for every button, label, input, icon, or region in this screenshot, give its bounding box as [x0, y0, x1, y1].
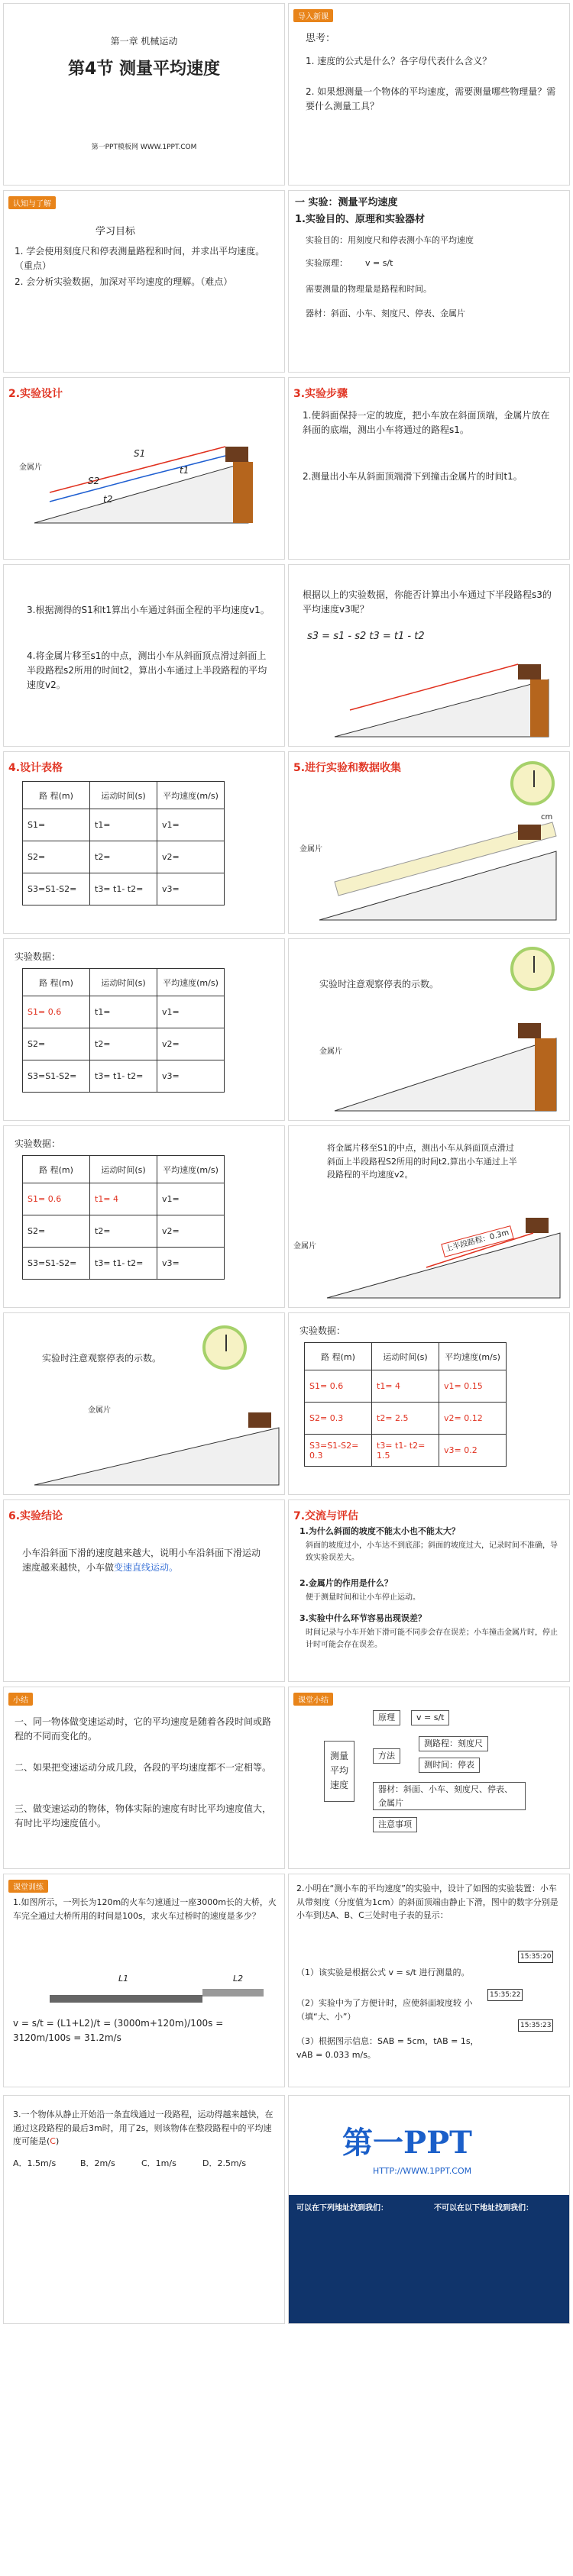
exp-purpose: 实验目的：用刻度尺和停表测小车的平均速度 — [306, 235, 474, 245]
design-slide[interactable] — [3, 377, 285, 560]
calc-text: 根据以上的实验数据，你能否计算出小车通过下半段路程s3的平均速度v3呢？ — [303, 589, 552, 615]
table-design-title: 4.设计表格 — [8, 762, 63, 774]
goals-slide[interactable] — [3, 190, 285, 373]
cell: v2= — [157, 841, 225, 873]
mindmap-n1v: v = s/t — [411, 1710, 449, 1725]
ex3-close: ) — [55, 2136, 60, 2147]
ex1-text: 1.如图所示，一列长为120m的火车匀速通过一座3000m长的大桥，火车完全通过大桥所用的时间是100s，求火车过桥时的速度是多少？ — [13, 1897, 277, 1921]
cover-footer: 第一PPT模板网 WWW.1PPT.COM — [91, 144, 197, 151]
cell: S1= 0.6 — [23, 996, 90, 1028]
ex2-text: 2.小明在“测小车的平均速度”的实验中，设计了如图的实验装置：小车从带刻度（分度值为1cm）的斜面顶端由静止下滑，图中的数字分别是小车到达A、B、C三处时电子表的显示： — [296, 1884, 558, 1921]
data3-table — [304, 1342, 507, 1467]
goals-g1: 1. 学会使用刻度尺和停表测量路程和时间，并求出平均速度。（重点） — [15, 246, 265, 272]
move-incline — [289, 1126, 570, 1308]
exp-sub: 1.实验目的、原理和实验器材 — [295, 214, 425, 225]
cell: v1= — [157, 809, 225, 841]
cell: t3= t1- t2= 1.5 — [372, 1435, 439, 1467]
intro-q1: 1. 速度的公式是什么？各字母代表什么含义？ — [306, 56, 492, 66]
collect-title: 5.进行实验和数据收集 — [293, 762, 402, 774]
ex3-answer: C — [50, 2136, 56, 2147]
cell: t1= — [90, 809, 157, 841]
experiment-slide[interactable] — [288, 190, 570, 373]
data1-label: 实验数据： — [15, 951, 61, 962]
conclusion-slide[interactable] — [3, 1499, 285, 1682]
calc-incline — [289, 565, 570, 747]
cell: v1= — [157, 1183, 225, 1215]
cell: t3= t1- t2= — [90, 1248, 157, 1280]
cell: S3=S1-S2= 0.3 — [305, 1435, 372, 1467]
observe2-metal: 金属片 — [88, 1406, 111, 1415]
cell: v1= — [157, 996, 225, 1028]
conclusion-title: 6.实验结论 — [8, 1510, 63, 1522]
steps-title: 3.实验步骤 — [293, 388, 348, 400]
ruler-incline — [289, 752, 570, 934]
steps2-s4: 4.将金属片移至s1的中点，测出小车从斜面顶点滑过斜面上半段路程s2所用的时间t2，算出小车通过上半段路程的平均速度v2。 — [27, 650, 267, 691]
ex2-a1: （1）该实验是根据公式 v = s/t 进行测量的。 — [296, 1968, 470, 1977]
th-time: 运动时间(s) — [90, 1156, 157, 1183]
review-title: 7.交流与评估 — [293, 1510, 359, 1522]
cell: v3= — [157, 873, 225, 905]
ex2-time2: 15:35:22 — [487, 1989, 523, 2001]
design-t1: t1 — [180, 465, 189, 476]
cell: S3=S1-S2= — [23, 873, 90, 905]
design-s1: S1 — [134, 448, 146, 459]
design-title: 2.实验设计 — [8, 388, 63, 400]
ex2-time3: 15:35:23 — [518, 2019, 553, 2032]
data3-label: 实验数据： — [299, 1325, 346, 1336]
summary-tag: 小结 — [8, 1693, 33, 1706]
intro-slide[interactable] — [288, 3, 570, 186]
observe1-text: 实验时注意观察停表的示数。 — [319, 979, 439, 989]
cell: S3=S1-S2= — [23, 1060, 90, 1093]
calc-formula: s3 = s1 - s2 t3 = t1 - t2 — [307, 631, 425, 642]
observe2-text: 实验时注意观察停表的示数。 — [42, 1353, 162, 1364]
conclusion-highlight: 变速直线运动。 — [114, 1562, 179, 1574]
review-q2: 2.金属片的作用是什么？ — [299, 1578, 393, 1588]
ex3-question: 3.一个物体从静止开始沿一条直线通过一段路程，运动得越来越快，在通过这段路程的最后3m时，用了2s，则该物体在整段路程中的平均速度可能是( — [13, 2110, 274, 2147]
exp-principle-label: 实验原理： — [306, 258, 348, 268]
mindmap-center: 测量平均速度 — [324, 1741, 354, 1802]
goals-heading: 学习目标 — [96, 226, 136, 237]
ex3-option-d[interactable]: D．2.5m/s — [202, 2158, 247, 2168]
th-distance: 路 程(m) — [23, 969, 90, 996]
cell: t3= t1- t2= — [90, 1060, 157, 1093]
ex2-a3: （3）根据图示信息：SAB = 5cm，tAB = 1s，vAB = 0.033 m/s。 — [296, 2036, 479, 2060]
data1-table — [22, 968, 225, 1093]
steps-s2: 2.测量出小车从斜面顶端滑下到撞击金属片的时间t1。 — [303, 471, 523, 482]
ex1-slide[interactable] — [3, 1874, 285, 2087]
collect-slide[interactable] — [288, 751, 570, 934]
intro-q2: 2. 如果想测量一个物体的平均速度，需要测量哪些物理量？需要什么测量工具？ — [306, 86, 556, 112]
mindmap-n2b: 测时间：停表 — [419, 1758, 480, 1773]
move-slide[interactable] — [288, 1125, 570, 1308]
cell: v3= — [157, 1248, 225, 1280]
th-distance: 路 程(m) — [23, 782, 90, 809]
cell: S2= 0.3 — [305, 1403, 372, 1435]
intro-label: 思考： — [306, 33, 336, 44]
data2-table — [22, 1155, 225, 1280]
design-t2: t2 — [103, 494, 113, 505]
observe1-metal: 金属片 — [319, 1048, 342, 1056]
cell: t1= 4 — [372, 1370, 439, 1403]
brand-left-title: 可以在下列地址找到我们： — [296, 2204, 388, 2213]
steps-s1: 1.使斜面保持一定的坡度，把小车放在斜面顶端，金属片放在斜面的底端，测出小车将通过的路程s1。 — [303, 410, 550, 436]
table-design-slide[interactable] — [3, 751, 285, 934]
review-a3: 时间记录与小车开始下滑可能不同步会存在误差；小车撞击金属片时，停止计时可能会存在误差。 — [306, 1629, 558, 1649]
th-distance: 路 程(m) — [23, 1156, 90, 1183]
observe2-slide[interactable] — [3, 1312, 285, 1495]
cell: t2= — [90, 1028, 157, 1060]
cell: v3= — [157, 1060, 225, 1093]
summary-p3: 三、做变速运动的物体，物体实际的速度有时比平均速度值大，有时比平均速度值小。 — [15, 1803, 272, 1829]
th-time: 运动时间(s) — [372, 1343, 439, 1370]
ex3-text — [13, 2108, 277, 2148]
cell: t2= — [90, 1215, 157, 1248]
review-a1: 斜面的坡度过小，小车达不到底部；斜面的坡度过大，记录时间不准确，导致实验误差大。 — [306, 1541, 558, 1562]
cell: S2= — [23, 1215, 90, 1248]
ex1-solution: v = s/t = (L1+L2)/t = (3000m+120m)/100s = 3120m/100s = 31.2m/s — [13, 2018, 224, 2044]
th-speed: 平均速度(m/s) — [157, 1156, 225, 1183]
mindmap-slide[interactable] — [288, 1687, 570, 1869]
cell: v2= 0.12 — [439, 1403, 507, 1435]
data1-slide[interactable] — [3, 938, 285, 1121]
cell: t2= — [90, 841, 157, 873]
collect-unit: cm — [541, 813, 553, 822]
exp-header: 一 实验：测量平均速度 — [295, 197, 398, 208]
brand-right-title: 不可以在以下地址找到我们： — [434, 2204, 533, 2213]
th-time: 运动时间(s) — [90, 969, 157, 996]
brand-url[interactable]: HTTP://WWW.1PPT.COM — [373, 2166, 472, 2176]
ex3-option-c[interactable]: C．1m/s — [141, 2158, 176, 2168]
th-speed: 平均速度(m/s) — [157, 782, 225, 809]
ex2-a2: （2）实验中为了方便计时，应使斜面坡度较 小 （填“大、小”） — [296, 1998, 473, 2022]
mindmap-n4: 注意事项 — [373, 1817, 417, 1832]
intro-tag: 导入新课 — [293, 9, 333, 22]
review-q3: 3.实验中什么环节容易出现误差？ — [299, 1613, 426, 1623]
th-time: 运动时间(s) — [90, 782, 157, 809]
ex2-time1: 15:35:20 — [518, 1951, 553, 1963]
cell: v2= — [157, 1028, 225, 1060]
cell: v3= 0.2 — [439, 1435, 507, 1467]
review-slide[interactable] — [288, 1499, 570, 1682]
cell: S2= — [23, 841, 90, 873]
move-label: 上半段路程：0.3m — [441, 1225, 513, 1257]
ex1-l1: L1 — [118, 1974, 129, 1984]
cell: t3= t1- t2= — [90, 873, 157, 905]
observe1-slide[interactable] — [288, 938, 570, 1121]
mindmap-n2: 方法 — [373, 1748, 400, 1764]
review-a2: 便于测量时间和让小车停止运动。 — [306, 1593, 420, 1602]
cell: S1= — [23, 809, 90, 841]
observe2-incline — [4, 1313, 285, 1495]
ex3-option-a[interactable]: A．1.5m/s — [13, 2158, 57, 2168]
design-s2: S2 — [88, 476, 100, 486]
summary-p2: 二、如果把变速运动分成几段，各段的平均速度都不一定相等。 — [15, 1762, 272, 1773]
cover-slide[interactable] — [3, 3, 285, 186]
ex3-option-b[interactable]: B．2m/s — [80, 2158, 115, 2168]
move-text: 将金属片移至S1的中点，测出小车从斜面顶点滑过斜面上半段路程S2所用的时间t2,算出小车通过上半段路程的平均速度v2。 — [327, 1143, 517, 1180]
cell: S1= 0.6 — [305, 1370, 372, 1403]
observe1-incline — [289, 939, 570, 1121]
conclusion-body: 小车沿斜面下滑的速度越来越大，说明小车沿斜面下滑运动速度越来越快，小车做 — [22, 1548, 261, 1574]
summary-p1: 一、同一物体做变速运动时，它的平均速度是随着各段时间或路程的不同而变化的。 — [15, 1716, 272, 1742]
summary-slide[interactable] — [3, 1687, 285, 1869]
th-speed: 平均速度(m/s) — [439, 1343, 507, 1370]
ex1-l2: L2 — [233, 1974, 244, 1984]
ex2-slide[interactable] — [288, 1874, 570, 2087]
steps-slide[interactable] — [288, 377, 570, 560]
exp-quantities: 需要测量的物理量是路程和时间。 — [306, 284, 432, 294]
data3-slide[interactable] — [288, 1312, 570, 1495]
cell: S3=S1-S2= — [23, 1248, 90, 1280]
cover-chapter: 第一章 机械运动 — [110, 36, 178, 47]
review-q1: 1.为什么斜面的坡度不能太小也不能太大？ — [299, 1526, 460, 1536]
goals-g2: 2. 会分析实验数据，加深对平均速度的理解。（难点） — [15, 276, 233, 287]
goals-tag: 认知与了解 — [8, 196, 56, 209]
brand-slide[interactable] — [288, 2095, 570, 2324]
steps2-slide[interactable] — [3, 564, 285, 747]
design-table — [22, 781, 225, 905]
mindmap-tag: 课堂小结 — [293, 1693, 333, 1706]
cell: t2= 2.5 — [372, 1403, 439, 1435]
data2-label: 实验数据： — [15, 1138, 61, 1149]
mindmap-n1: 原理 — [373, 1710, 400, 1725]
th-distance: 路 程(m) — [305, 1343, 372, 1370]
conclusion-text — [22, 1546, 267, 1575]
cell: t1= — [90, 996, 157, 1028]
cell: S2= — [23, 1028, 90, 1060]
mindmap-n3: 器材：斜面、小车、刻度尺、停表、金属片 — [373, 1782, 526, 1810]
cover-title: 第4节 测量平均速度 — [68, 60, 220, 79]
move-metal: 金属片 — [293, 1242, 316, 1251]
exp-equipment: 器材：斜面、小车、刻度尺、停表、金属片 — [306, 308, 465, 318]
incline-diagram — [4, 378, 285, 560]
ex1-tag: 课堂训练 — [8, 1880, 48, 1893]
cell: v1= 0.15 — [439, 1370, 507, 1403]
steps2-s3: 3.根据测得的S1和t1算出小车通过斜面全程的平均速度v1。 — [27, 605, 270, 615]
design-metal-label: 金属片 — [19, 463, 42, 472]
exp-principle-formula: v = s/t — [365, 258, 393, 268]
cell: v2= — [157, 1215, 225, 1248]
th-speed: 平均速度(m/s) — [157, 969, 225, 996]
calc-slide[interactable] — [288, 564, 570, 747]
brand-logo: 第一PPT — [342, 2125, 472, 2161]
mindmap-n2a: 测路程：刻度尺 — [419, 1736, 488, 1751]
collect-metal: 金属片 — [299, 845, 322, 854]
ex3-slide[interactable] — [3, 2095, 285, 2324]
data2-slide[interactable] — [3, 1125, 285, 1308]
cell: S1= 0.6 — [23, 1183, 90, 1215]
cell: t1= 4 — [90, 1183, 157, 1215]
